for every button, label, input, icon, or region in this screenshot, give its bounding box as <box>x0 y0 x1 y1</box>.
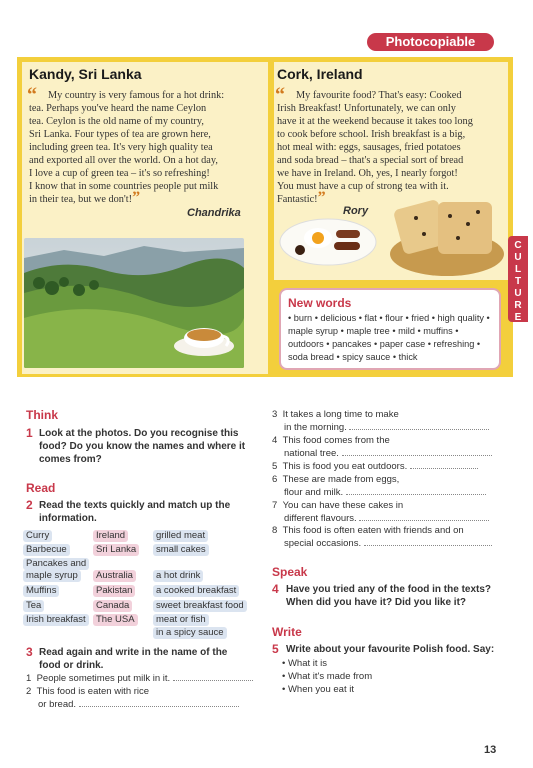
culture-tab: C U L T U R E <box>508 236 528 322</box>
write-bullet-2: • What it's made from <box>282 671 373 682</box>
write-number: 5 <box>272 642 279 656</box>
think-number: 1 <box>26 426 33 440</box>
speak-question: Have you tried any of the food in the texts? When did you have it? Did you like it? <box>286 584 492 608</box>
left-story-signature: Chandrika <box>187 207 241 219</box>
match-food-irish-breakfast: Irish breakfast <box>23 614 89 626</box>
open-quote-icon: “ <box>27 84 37 106</box>
match-country-ireland: Ireland <box>93 530 128 542</box>
right-story-signature: Rory <box>343 205 369 217</box>
answer-line-2[interactable] <box>79 706 239 707</box>
match-country-canada: Canada <box>93 600 132 612</box>
match-country-sri-lanka: Sri Lanka <box>93 544 139 556</box>
q3-item-4: 4 This food comes from the national tree. <box>272 434 502 460</box>
read-instruction: Read the texts quickly and match up the information. <box>39 500 231 524</box>
soda-bread-photo <box>388 194 506 283</box>
new-words-title: New words <box>288 296 352 310</box>
match-desc-spicy-sauce: in a spicy sauce <box>153 627 227 639</box>
right-story-text: My favourite food? That's easy: Cooked Irish Breakfast! Unfortunately, we can only have it at the weekend because it takes too long to cook before school. Irish breakfast is a big, hot meal with: eggs, sausages, fried potatoes and soda bread – that's a special sort of bread we have in Ireland. Oh, yes, I nearly forgot! You must have a cup of strong tea with it. Fantastic!” <box>277 90 473 206</box>
match-desc-hot-drink: a hot drink <box>153 570 203 582</box>
answer-line-1[interactable] <box>173 680 253 681</box>
q3-item-6: 6 These are made from eggs, flour and milk. <box>272 473 502 499</box>
new-words-box <box>279 288 501 370</box>
left-story-title: Kandy, Sri Lanka <box>29 66 142 82</box>
left-story-text: My country is very famous for a hot drink: tea. Perhaps you've heard the name Ceylon tea. Ceylon is the old name of my country, Sri Lanka. Four types of tea are grown here, including green tea. It's very high quality tea and exported all over the world. On a hot day, I love a cup of green tea – it's so refreshing! I know that in some countries people put milk in their tea, but we don't!” <box>29 90 225 206</box>
match-food-curry: Curry <box>23 530 52 542</box>
read-heading: Read <box>26 481 56 495</box>
match-desc-small-cakes: small cakes <box>153 544 209 556</box>
answer-line-5[interactable] <box>410 468 478 469</box>
write-heading: Write <box>272 625 302 639</box>
q3-item-1: 1 People sometimes put milk in it. <box>26 672 256 685</box>
irish-breakfast-photo <box>278 214 378 271</box>
new-words-list: • burn • delicious • flat • flour • fried • high quality • maple syrup • maple tree • mild • muffins • outdoors • pancakes • paper case • refreshing • soda bread • spicy sauce • thick <box>288 313 490 362</box>
match-country-usa: The USA <box>93 614 138 626</box>
match-desc-meat-or-fish: meat or fish <box>153 614 209 626</box>
read-number: 2 <box>26 498 33 512</box>
answer-line-4[interactable] <box>342 455 492 456</box>
match-country-pakistan: Pakistan <box>93 585 135 597</box>
match-desc-grilled-meat: grilled meat <box>153 530 208 542</box>
match-food-pancakes-line1: Pancakes and <box>23 558 89 570</box>
q3-item-3: 3 It takes a long time to make in the morning. <box>272 408 502 434</box>
q3-item-5: 5 This is food you eat outdoors. <box>272 460 502 473</box>
think-question: Look at the photos. Do you recognise this food? Do you know the names and where it comes from? <box>39 428 246 465</box>
match-food-tea: Tea <box>23 600 44 612</box>
match-food-pancakes-line2: maple syrup <box>23 570 81 582</box>
write-instruction: Write about your favourite Polish food. Say: <box>286 644 495 655</box>
tea-plantation-photo <box>24 238 244 368</box>
speak-heading: Speak <box>272 565 308 579</box>
match-country-australia: Australia <box>93 570 136 582</box>
write-bullet-1: • What it is <box>282 658 328 669</box>
write-bullet-3: • When you eat it <box>282 684 354 695</box>
answer-line-7[interactable] <box>359 520 489 521</box>
close-quote-icon: ” <box>132 189 141 206</box>
right-story-title: Cork, Ireland <box>277 66 363 82</box>
match-food-barbecue: Barbecue <box>23 544 70 556</box>
answer-line-6[interactable] <box>346 494 486 495</box>
q3-number: 3 <box>26 645 33 659</box>
speak-number: 4 <box>272 582 279 596</box>
page-number: 13 <box>484 744 497 756</box>
answer-line-8[interactable] <box>364 545 492 546</box>
photocopiable-badge: Photocopiable <box>367 33 494 51</box>
close-quote-icon-right: ” <box>317 189 326 206</box>
q3-item-2: 2 This food is eaten with rice or bread. <box>26 685 256 711</box>
match-food-muffins: Muffins <box>23 585 59 597</box>
q3-item-7: 7 You can have these cakes in different flavours. <box>272 499 502 525</box>
q3-instruction: Read again and write in the name of the food or drink. <box>39 647 228 671</box>
match-desc-sweet-breakfast: sweet breakfast food <box>153 600 247 612</box>
answer-line-3[interactable] <box>349 429 489 430</box>
think-heading: Think <box>26 408 58 422</box>
match-desc-cooked-breakfast: a cooked breakfast <box>153 585 239 597</box>
open-quote-icon-right: “ <box>275 84 285 106</box>
q3-item-8: 8 This food is often eaten with friends and on special occasions. <box>272 524 508 550</box>
